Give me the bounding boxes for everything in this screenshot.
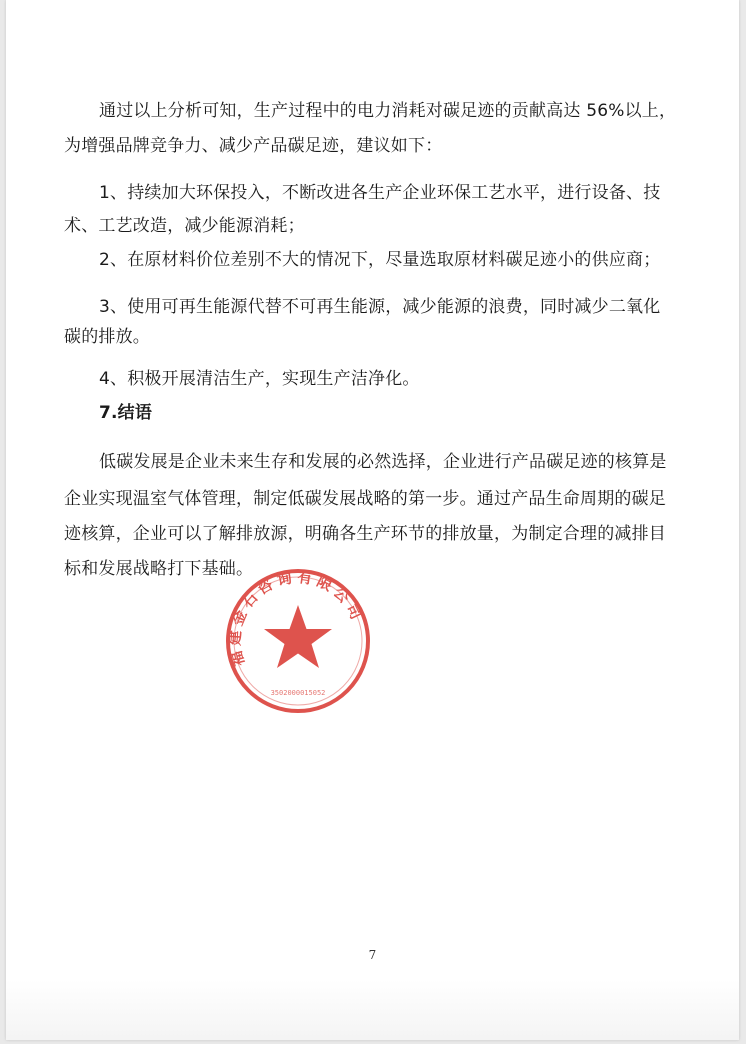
scan-shadow: [6, 980, 739, 1040]
paragraph-line: 为增强品牌竞争力、减少产品碳足迹，建议如下：: [64, 136, 443, 156]
paragraph-line: 企业实现温室气体管理，制定低碳发展战略的第一步。通过产品生命周期的碳足: [64, 489, 666, 509]
paragraph-line: 低碳发展是企业未来生存和发展的必然选择，企业进行产品碳足迹的核算是: [99, 452, 667, 472]
section-heading: 7.结语: [99, 403, 153, 423]
list-item-3-continued: 碳的排放。: [64, 327, 150, 347]
company-seal: [222, 565, 374, 717]
paragraph-line: 标和发展战略打下基础。: [64, 559, 254, 579]
seal-serial: 3502000015052: [270, 689, 326, 697]
star-icon: [264, 605, 332, 668]
paragraph-line: 迹核算，企业可以了解排放源，明确各生产环节的排放量，为制定合理的减排目: [64, 524, 666, 544]
paragraph-line: 通过以上分析可知，生产过程中的电力消耗对碳足迹的贡献高达 56%以上，: [99, 101, 677, 121]
seal-ring-text: 福建金石咨询有限公司: [225, 567, 368, 669]
list-item-4: 4、积极开展清洁生产，实现生产洁净化。: [99, 369, 420, 389]
document-page: [6, 0, 739, 1040]
page-number: 7: [368, 948, 377, 962]
list-item-2: 2、在原材料价位差别不大的情况下，尽量选取原材料碳足迹小的供应商；: [99, 250, 661, 270]
list-item-1: 1、持续加大环保投入，不断改进各生产企业环保工艺水平，进行设备、技: [99, 183, 661, 203]
list-item-3: 3、使用可再生能源代替不可再生能源，减少能源的浪费，同时减少二氧化: [99, 297, 661, 317]
list-item-1-continued: 术、工艺改造，减少能源消耗；: [64, 216, 305, 236]
